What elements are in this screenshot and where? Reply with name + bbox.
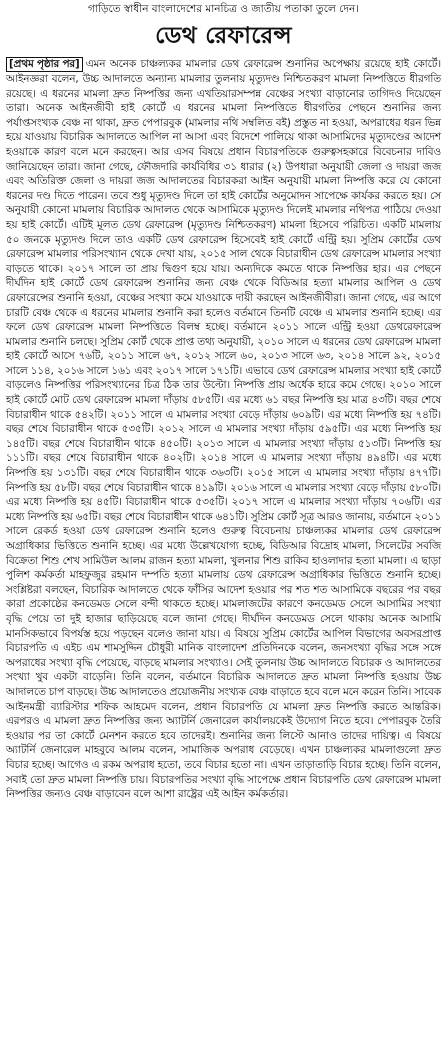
article-body-text: এমন অনেক চাঞ্চল্যকর মামলার ডেথ রেফারেন্স শুনানির অপেক্ষায় রয়েছে হাই কোর্টে। আইনজ্ঞরা বলেন, উচ্চ আদালতে অন্যান্য মামলার তুলনায় মৃত্যুদণ্ড নিশ্চিতকরণ মামলা নিষ্পত্তিতে ধীরগতি রয়েছে। এ ধরনের মামলা দ্রুত নিষ্পত্তির জন্য এখতিয়ারসম্পন্ন বেঞ্চের সংখ্যা বাড়ানোর তাগিদও দিয়েছেন তারা। অনেক আইনজীবী হাই কোর্টে এ ধরনের মামলা নিষ্পত্তিতে ধীরগতির পেছনে শুনানির জন্য পর্যাপ্তসংখ্যক বেঞ্চ না থাকা, দ্রুত পেপারবুক (মামলার নথি সম্বলিত বই) প্রস্তুত না হওয়া, অপরাধের ধরন ভিন্ন হয়ে যাওয়ায় বিচারিক আদালতে আপিল না আসা এবং বিদেশে পালিয়ে থাকা আসামিদের মৃত্যুদণ্ডের আদেশ হওয়াকে কারণ বলে মনে করছেন। আর এসব বিষয়ে প্রধান বিচারপতিকে গুরুত্বসহকারে বিবেচনার দাবিও জানিয়েছেন তারা। জানা গেছে, ফৌজদারি কার্যবিধির ৩১ ধারার (২) উপধারা অনুযায়ী জেলা ও দায়রা জজ এবং অতিরিক্ত জেলা ও দায়রা জজ আদালতের বিচারকরা আইন অনুযায়ী মামলা নিষ্পত্তি করে যে কোনো ধরনের দণ্ড দিতে পারেন। তবে শুধু মৃত্যুদণ্ড দিলে তা হাই কোর্টের অনুমোদন সাপেক্ষে কার্যকর করতে হয়। সে অনুযায়ী কোনো মামলায় বিচারিক আদালত থেকে আসামিকে মৃত্যুদণ্ড দিলেই মামলার নথিপত্র পাঠিয়ে দেওয়া হয় হাই কোর্টে। এটিই মূলত ডেথ রেফারেন্স (মৃত্যুদণ্ড নিশ্চিতকরণ) মামলা হিসেবে পরিচিত। একটি মামলায় ৫০ জনকে মৃত্যুদণ্ড দিলে তাও একটি ডেথ রেফারেন্স হিসেবেই হাই কোর্টে এন্ট্রি হয়। সুপ্রিম কোর্টের ডেথ রেফারেন্স মামলার পরিসংখ্যান থেকে দেখা যায়, ২০১৫ সাল থেকে বিচারাধীন ডেথ রেফারেন্স মামলার সংখ্যা বাড়তে থাকে। ২০১৭ সালে তা প্রায় দ্বিগুণ হয়ে যায়। অন্যদিকে কমতে থাকে নিষ্পত্তির হার। এর পেছনে দীর্ঘদিন হাই কোর্টে ডেথ রেফারেন্স শুনানির জন্য বেঞ্চ থেকে বিডিআর হত্যা মামলার আপিল ও ডেথ রেফারেন্সের শুনানি হওয়া, বেঞ্চের সংখ্যা কমে যাওয়াকে দায়ী করছেন আইনজীবীরা। জানা গেছে, এর আগে চারটি বেঞ্চ থেকে এ ধরনের মামলার শুনানি করা হলেও বর্তমানে তিনটি বেঞ্চে এ মামলার শুনানি হচ্ছে। এর ফলে ডেথ রেফারেন্স মামলা নিষ্পত্তিতে বিলম্ব হচ্ছে। বর্তমানে ২০১১ সালে এন্ট্রি হওয়া ডেথরেফারেন্স মামলার শুনানি চলছে। সুপ্রিম কোর্ট থেকে প্রাপ্ত তথ্য অনুযায়ী, ২০১০ সালে এ ধরনের ডেথ রেফারেন্স মামলা হাই কোর্টে আসে ৭৬টি, ২০১১ সালে ৬৭, ২০১২ সালে ৬০, ২০১৩ সালে ৬৩, ২০১৪ সালে ৯২, ২০১৫ সালে ১১৪, ২০১৬ সালে ১৬১ এবং ২০১৭ সালে ১৭১টি। এভাবে ডেথ রেফারেন্স মামলার সংখ্যা হাই কোর্টে বাড়লেও নিষ্পত্তির পরিসংখ্যানের চিত্র ঠিক তার উল্টো। নিষ্পত্তি প্রায় অর্ধেক হারে কমে গেছে। ২০১০ সালে হাই কোর্টে মোট ডেথ রেফারেন্স মামলা দাঁড়ায় ৫৮৫টি। এর মধ্যে ৬১ বছর নিষ্পত্তি হয় মাত্র ৪৩টি। বছর শেষে বিচারাধীন থাকে ৫৪২টি। ২০১১ সালে এ মামলার সংখ্যা বেড়ে দাঁড়ায় ৬০৯টি। এর মধ্যে নিষ্পত্তি হয় ৭৪টি। বছর শেষে বিচারাধীন থাকে ৫৩৫টি। ২০১২ সালে এ মামলার সংখ্যা দাঁড়ায় ৫৯৫টি। এর মধ্যে নিষ্পত্তি হয় ১৪৫টি। বছর শেষে বিচারাধীন থাকে ৪৫০টি। ২০১৩ সালে এ মামলার সংখ্যা দাঁড়ায় ৫১৩টি। নিষ্পত্তি হয় ১১১টি। বছর শেষে বিচারাধীন থাকে ৪০২টি। ২০১৪ সালে এ মামলার সংখ্যা দাঁড়ায় ৪৯৪টি। এর মধ্যে নিষ্পত্তি হয় ১৩১টি। বছর শেষে বিচারাধীন থাকে ৩৬৩টি। ২০১৫ সালে এ মামলার সংখ্যা দাঁড়ায় ৪৭৭টি। নিষ্পত্তি হয় ৫৮টি। বছর শেষে বিচারাধীন থাকে ৪১৯টি। ২০১৬ সালে এ মামলার সংখ্যা বেড়ে দাঁড়ায় ৫৮০টি। এর মধ্যে নিষ্পত্তি হয় ৪৫টি। বিচারাধীন থাকে ৫৩৫টি। ২০১৭ সালে এ মামলার সংখ্যা দাঁড়ায় ৭০৬টি। এর মধ্যে নিষ্পত্তি হয় ৬৫টি। বছর শেষে বিচারাধীন থাকে ৬৪১টি। সুপ্রিম কোর্ট সূত্র আরও জানায়, বর্তমানে ২০১১ সালে রেকর্ড হওয়া ডেথ রেফারেন্স শুনানি হলেও গুরুত্ব বিবেচনায় চাঞ্চল্যকর মামলার ডেথ রেফারেন্স অগ্রাধিকার ভিত্তিতে শুনানি হচ্ছে। এর মধ্যে উল্লেখযোগ্য হচ্ছে, বিডিআর বিদ্রোহ মামলা, সিলেটের সবজি বিক্রেতা শিশু শেখ সামিউল আলম রাজন হত্যা মামলা, খুলনার শিশু রাকিব হাওলাদার হত্যা মামলা। এ ছাড়া পুলিশ কর্মকর্তা মাহফুজুর রহমান দম্পতি হত্যা মামলায় ডেথ রেফারেন্স অগ্রাধিকার ভিত্তিতে শুনানি হচ্ছে। সংশ্লিষ্টরা বলছেন, বিচারিক আদালতে থেকে ফাঁসির আদেশ হওয়ার পর শত শত আসামিকে বছরের পর বছর কারা প্রকোষ্ঠের কনডেমড সেলে বন্দী থাকতে হচ্ছে। মামলাজটের কারণে কনডেমড সেলে আসামির সংখ্যা বৃদ্ধি পেয়ে তা দুই হাজার ছাড়িয়েছে বলে জানা গেছে। দীর্ঘদিন কনডেমড সেলে থাকায় অনেক আসামি মানসিকভাবে বিপর্যস্ত হয়ে পড়ছেন বলেও জানা যায়। এ বিষয়ে সুপ্রিম কোর্টের আপিল বিভাগের অবসরপ্রাপ্ত বিচারপতি এ এইচ এম শামসুদ্দিন চৌধুরী মানিক বাংলাদেশ প্রতিদিনকে বলেন, জনসংখ্যা বৃদ্ধির সঙ্গে সঙ্গে অপরাধের সংখ্যা বৃদ্ধি পেয়েছে, বাড়ছে মামলার সংখ্যাও। সেই তুলনায় উচ্চ আদালতে বিচারক ও আদালতের সংখ্যা খুব একটা বাড়েনি। তিনি বলেন, বর্তমানে বিচারিক আদালতে দ্রুত মামলা নিষ্পত্তি হওয়ায় উচ্চ আদালতে চাপ বাড়ছে। উচ্চ আদালতেও প্রয়োজনীয় সংখ্যক বেঞ্চ বাড়াতে হবে বলে মনে করেন তিনি। সাবেক আইনমন্ত্রী ব্যারিস্টার শফিক আহমেদ বলেন, প্রধান বিচারপতি যে মামলা দ্রুত নিষ্পত্তি করতে আন্তরিক। এরপরও এ মামলা দ্রুত নিষ্পত্তির জন্য অ্যাটর্নি জেনারেল কার্যালয়কেই উদ্যোগ নিতে হবে। পেপারবুক তৈরি হওয়ার পর তা কোর্টে মেনশন করতে হবে তাদেরই। শুনানির জন্য লিস্টে আনাও তাদের দায়িত্ব। এ বিষয়ে অ্যাটর্নি জেনারেল মাহবুবে আলম বলেন, সামাজিক অপরাধ বেড়েছে। এখন চাঞ্চল্যকর মামলাগুলো দ্রুত বিচার হচ্ছে। আগেও এ রকম অপরাধ হতো, তবে বিচার হতো না। এখন তাড়াতাড়ি বিচার হচ্ছে। তিনি বলেন, সবাই তো দ্রুত মামলা নিষ্পত্তি চায়। বিচারপতির সংখ্যা বৃদ্ধি সাপেক্ষে প্রধান বিচারপতি ডেথ রেফারেন্স মামলা নিষ্পত্তির জন্যও বেঞ্চ বাড়াবেন বলে আশা রাষ্ট্রের এই আইন কর্মকর্তার। [6,58,441,801]
continuation-label: [প্রথম পৃষ্ঠার পর] [6,57,83,72]
previous-article-last-line: গাড়িতে স্বাধীন বাংলাদেশের মানচিত্র ও জাতীয় পতাকা তুলে দেন। [88,3,359,15]
headline: ডেথ রেফারেন্স [155,22,292,49]
article-body [6,57,441,802]
